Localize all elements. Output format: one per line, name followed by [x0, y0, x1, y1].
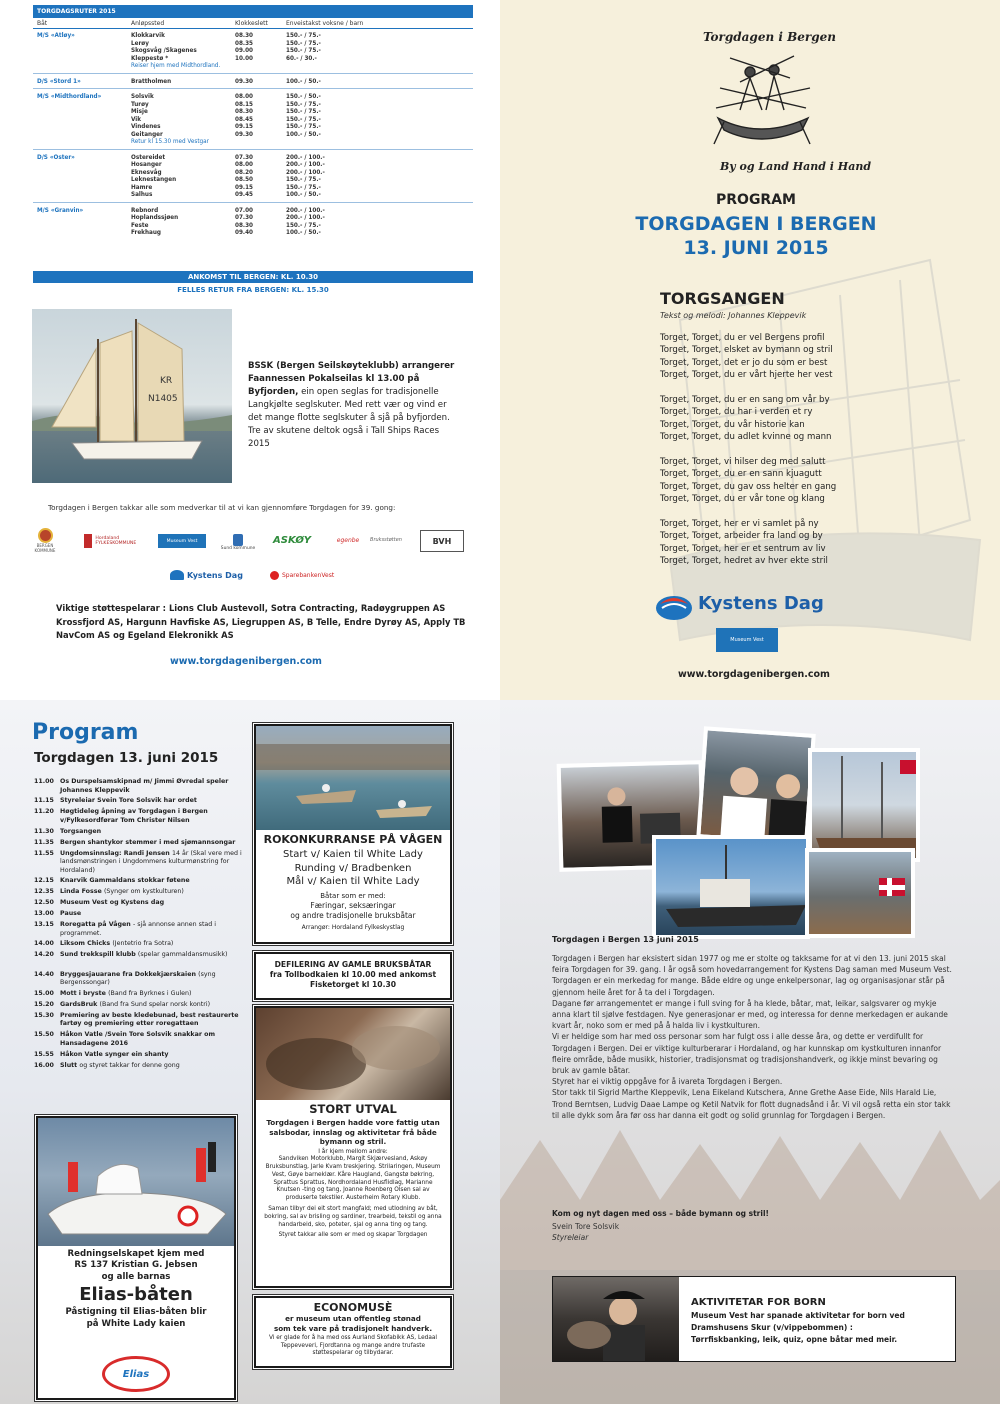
- ferry-cell: Salhus: [131, 192, 153, 198]
- egenbe-logo: egenbe: [336, 536, 360, 544]
- arrival-bar: ANKOMST TIL BERGEN: KL. 10.30: [33, 271, 473, 283]
- ferry-cell: Ostereidet: [131, 154, 166, 161]
- col-price: Enveistakst voksne / barn: [286, 20, 364, 27]
- ferry-cell: 09.15: [235, 184, 253, 191]
- ferry-cell: 08.35: [235, 40, 253, 47]
- song-line: Torget, Torget, det er jo du som er best: [660, 357, 828, 368]
- economuse-box: ECONOMUSÈ er museum utan offentleg stønad som tek vare på tradisjonelt handverk. Vi er glade for å ha med oss Aurland Skofabikk AS, Ledaal Teppeveveri, Fjordtanna og mange andre trufaste støttespelarar og tilbydarar.: [254, 1296, 452, 1368]
- program-event-title: Museum Vest og Kystens dag: [60, 899, 165, 907]
- ferry-cell: 09.15: [235, 124, 253, 130]
- program-label: PROGRAM: [716, 192, 796, 208]
- ferry-cell: Feste: [131, 222, 149, 229]
- sail-mark-n: N1405: [148, 394, 178, 404]
- kids-activities-text: AKTIVITETAR FOR BORN Museum Vest har spanade aktivitetar for born ved Dramshusens Skur (v/vippebommen) : Tørrfiskbanking, leik, quiz, opne båtar med meir.: [691, 1297, 951, 1346]
- askoy-logo: ASKØY: [273, 534, 311, 546]
- program-subtitle: Torgdagen 13. juni 2015: [34, 750, 219, 766]
- col-boat: Båt: [37, 20, 48, 27]
- song-line: Torget, Torget, du adlet kvinne og mann: [660, 432, 832, 443]
- kystens-dag-small-logo: Kystens Dag: [170, 566, 250, 584]
- program-time: 15.20: [34, 1001, 54, 1008]
- ferry-cell: 200.- / 100.-: [286, 207, 325, 214]
- ferry-cell: Geitanger: [131, 131, 163, 138]
- ferry-cell: 08.30: [235, 109, 253, 115]
- program-time: 11.30: [34, 827, 54, 835]
- ferry-cell: 200.- / 100.-: [286, 154, 325, 161]
- ferry-cell: 150.- / 75.-: [286, 33, 321, 39]
- cover-title: TORGDAGEN I BERGEN: [635, 213, 877, 235]
- ferry-row: [33, 77, 473, 85]
- song-line: Torget, Torget, arbeider fra land og by: [660, 531, 823, 542]
- harbour-boats-photo: [808, 748, 920, 862]
- program-event-title: Mott i bryste: [60, 990, 109, 998]
- program-event: [60, 828, 250, 837]
- program-event-note: (Band fra Byrknes i Gulen): [108, 990, 192, 998]
- support-line-2: Krossfjord AS, Hargunn Havfiske AS, Liegruppen AS, B Telle, Endre Dyrøy AS, Apply TB: [56, 616, 466, 627]
- big-selection-box: [254, 1006, 452, 1288]
- ferry-cell: Rebnord: [131, 207, 159, 214]
- ferry-cell: 150.- / 75.-: [286, 40, 321, 47]
- col-stop: Anløpssted: [131, 20, 165, 27]
- program-event: [60, 990, 250, 999]
- sail-text-rest: ein open seglas for tradisjonelle Langkjølte seglskuter. Med rett vær og vind er det mange flotte seglskuter å sjå på byfjorden. Tre av skutene deltok også i Tall Ships Races 2015: [248, 387, 450, 449]
- ferry-cell: Kleppestø *: [131, 55, 169, 62]
- kids-activities-box: [552, 1276, 956, 1362]
- program-event-title: Os Durspelsamskipnad m/ Jimmi Øvredal speler Johannes Kleppevik: [60, 778, 229, 794]
- program-event-note: (Band fra Sund spelar norsk kontri): [99, 1001, 211, 1008]
- ferry-cell: Misje: [131, 109, 148, 115]
- ferry-cell: 09.40: [235, 230, 253, 236]
- program-event: [60, 921, 250, 938]
- ferry-cell: 09.30: [235, 131, 253, 138]
- elias-box: [36, 1116, 236, 1400]
- program-time: 15.30: [34, 1011, 54, 1019]
- parade-box: DEFILERING AV GAMLE BRUKSBÅTAR fra Tollbodkaien kl 10.00 med ankomst Fisketorget kl 10.30: [254, 952, 452, 1000]
- program-panel: [0, 700, 500, 1404]
- program-event-title: Roregatta på Vågen: [60, 921, 133, 928]
- ferry-cell: 150.- / 75.-: [286, 48, 321, 54]
- program-event-title: Torgsangen: [60, 827, 102, 835]
- ferry-cell: 200.- / 100.-: [286, 169, 325, 176]
- ferry-note: Retur kl 15.30 med Vestgar: [131, 139, 209, 145]
- cover-date: 13. JUNI 2015: [683, 237, 829, 259]
- rowing-race-box: [254, 724, 452, 944]
- ferry-cell: 08.00: [235, 94, 253, 100]
- sailboat-photo: [32, 309, 232, 483]
- song-line: Torget, Torget, elsket av bymann og stril: [660, 345, 833, 356]
- museum-vest-logo: Museum Vest: [158, 534, 206, 548]
- song-line: Torget, Torget, her er et sentrum av liv: [660, 543, 826, 554]
- website-link[interactable]: www.torgdagenibergen.com: [170, 656, 322, 667]
- song-verse: [660, 394, 890, 444]
- program-event-title: Knarvik Gammaldans stokkar føtene: [60, 877, 190, 885]
- ferry-cell: 09.00: [235, 48, 253, 54]
- ferry-group-separator: [33, 149, 473, 150]
- song-line: Torget, Torget, du vår historie kan: [660, 419, 805, 430]
- intro-panel: [500, 700, 1000, 1404]
- ferry-cell: 08.45: [235, 116, 253, 123]
- ferry-cell: Eknesvåg: [131, 169, 162, 176]
- ferry-cell: Vik: [131, 116, 142, 123]
- program-event-title: Bryggesjauarane fra Dokkekjærskaien: [60, 970, 199, 978]
- program-event-title: Slutt: [60, 1061, 80, 1069]
- sail-text-bold: BSSK (Bergen Seilskøyteklubb) arrangerer Faannessen Pokalseilas kl 13.00 på Byfjorden,: [248, 361, 455, 397]
- ferry-cell: 07.00: [235, 207, 253, 214]
- intro-text: [552, 953, 956, 1121]
- museum-vest-cover-logo: Museum Vest: [716, 628, 778, 652]
- kid-drum-photo: [553, 1277, 679, 1361]
- ferry-cell: Solsvik: [131, 94, 154, 100]
- ferry-note-row: [33, 61, 473, 69]
- ferry-cell: 150.- / 50.-: [286, 94, 321, 100]
- ferry-table-columns: [33, 18, 473, 29]
- thanks-line: Torgdagen i Bergen takkar alle som medverkar til at vi kan gjennomføre Torgdagen for 39. gong:: [48, 503, 396, 512]
- ferry-cell: 08.20: [235, 169, 253, 176]
- song-line: Torget, Torget, du er vel Bergens profil: [660, 333, 825, 343]
- program-event-title: Ungdomsinnslag: Randi Jensen: [60, 849, 172, 857]
- program-time: 12.35: [34, 888, 54, 896]
- sparebanken-logo: SparebankenVest: [270, 568, 350, 582]
- rowing-race-title: ROKONKURRANSE PÅ VÅGEN: [263, 833, 443, 846]
- ferry-cell: 100.- / 50.-: [286, 230, 321, 236]
- song-line: Torget, Torget, du er en sang om vår by: [660, 395, 830, 406]
- ferry-boat-name: M/S «Granvin»: [37, 207, 84, 214]
- ferry-boat-name: M/S «Atløy»: [37, 33, 75, 39]
- signer-role: Styreleiar: [552, 1233, 589, 1242]
- bvh-logo: BVH: [420, 530, 464, 552]
- program-event-note: - sjå annonse annen stad i programmet.: [60, 921, 217, 937]
- front-cover-panel: [500, 0, 1000, 700]
- ferry-cell: 200.- / 100.-: [286, 215, 325, 221]
- program-event-note: (Synger om kystkulturen): [103, 888, 184, 896]
- intro-paragraph: Torgdagen i Bergen har eksistert sidan 1977 og me er stolte og takksame for at vi den 13. juni 2015 skal feira Torgdagen for 39. gang. I år også som hovedarrangement for Kystens Dag saman med Museum Vest.: [552, 954, 952, 975]
- program-event-note: (spelar gammaldansmusikk): [137, 951, 228, 959]
- song-line: Torget, Torget, du gav oss helter en gang: [660, 481, 837, 492]
- program-event-note: (Jentetrio fra Sotra): [112, 940, 174, 948]
- program-event: [60, 850, 250, 876]
- program-event: [60, 1031, 250, 1048]
- ferry-cell: 150.- / 75.-: [286, 184, 321, 191]
- program-event-title: Håkon Vatle synger ein shanty: [60, 1050, 169, 1058]
- elias-text: Redningselskapet kjem med RS 137 Kristian G. Jebsen og alle barnas Elias-båten Påstigning til Elias-båten blir på White Lady kaien: [38, 1249, 234, 1330]
- support-block: [56, 602, 476, 643]
- program-time: 11.20: [34, 808, 54, 816]
- program-time: 14.00: [34, 940, 54, 948]
- song-credit: Tekst og melodi: Johannes Kleppevik: [660, 311, 807, 320]
- program-event-title: Håkon Vatle /Svein Tore Solsvik snakkar om Hansadagene 2016: [60, 1031, 216, 1047]
- program-event-title: GardsBruk: [60, 1001, 100, 1008]
- program-event: [60, 971, 250, 988]
- program-title: Program: [32, 720, 139, 745]
- ferry-cell: 150.- / 75.-: [286, 101, 321, 108]
- program-event-title: Liksom Chicks: [60, 940, 113, 948]
- costume-photo: [696, 726, 816, 846]
- ferry-cell: 60.- / 30.-: [286, 55, 317, 62]
- ferry-cell: Vindenes: [131, 124, 161, 130]
- song-line: Torget, Torget, du har i verden et ry: [660, 407, 813, 418]
- ferry-cell: 07.30: [235, 154, 253, 161]
- song-line: Torget, Torget, hedret av hver ekte stril: [660, 556, 828, 567]
- return-bar: FELLES RETUR FRA BERGEN: KL. 15.30: [177, 286, 329, 294]
- logo-top-text: Torgdagen i Bergen: [703, 30, 836, 44]
- intro-paragraph: Dagane før arrangementet er mange i full sving for å ha klede, båtar, mat, leikar, salgsvarer og mykje anna klart til sjølve festdagen. Nye generasjonar er med, og interessa for denne merkedagen er aukande kvart år, noko som er med på å halda liv i kystkulturen.: [552, 998, 948, 1031]
- program-event: [60, 1051, 250, 1060]
- ferry-cell: 100.- / 50.-: [286, 131, 321, 138]
- ferry-group-separator: [33, 73, 473, 74]
- logo-bottom-text: By og Land Hand i Hand: [720, 160, 872, 173]
- sail-mark-kr: KR: [160, 376, 173, 386]
- intro-paragraph: Vi er heldige som har med oss personar som har fulgt oss i alle desse åra, og dette er verdifullt for Torgdagen i Bergen. Dei er viktige kulturberarar i Hordaland, og har kunnskap om kystkulturen innanfor fleire område, både musikk, historier, tradisjonsmat og tradisjonshandverk, og ikkje minst bevaring og bruk av gamle båtar.: [552, 1032, 942, 1076]
- hordaland-logo: Hordaland FYLKESKOMMUNE: [84, 532, 146, 550]
- ferry-cell: 08.00: [235, 162, 253, 168]
- ferry-cell: 100.- / 50.-: [286, 78, 321, 85]
- cover-website[interactable]: www.torgdagenibergen.com: [678, 669, 830, 680]
- ferry-cell: 07.30: [235, 215, 253, 221]
- ferry-cell: 150.- / 75.-: [286, 109, 321, 115]
- sund-kommune-logo: Sund kommune: [218, 530, 258, 554]
- kystens-dag-logo: Kystens Dag: [654, 588, 854, 622]
- program-event: [60, 877, 250, 886]
- program-time: 11.15: [34, 797, 54, 805]
- big-selection-title: STORT UTVAL: [309, 1102, 397, 1116]
- program-event: [60, 1001, 250, 1010]
- ferry-boat-name: M/S «Midthordland»: [37, 94, 102, 100]
- intro-paragraph: Stor takk til Sigrid Marthe Kleppevik, Lena Eikeland Kutschera, Anne Grethe Aase Eide, Nils Harald Lie, Trond Berntsen, Ludvig Daae Lampe og Ketil Natvik for flott dugnadsånd i år. Vi vil også retta ein stor takk til alle dykk som åra før oss har danna eit godt og solid grunnlag for Torgdagen i Bergen.: [552, 1088, 951, 1120]
- ferry-cell: 08.30: [235, 33, 253, 39]
- program-time: 14.40: [34, 970, 54, 978]
- ferry-note: Reiser hjem med Midthordland.: [131, 63, 221, 69]
- bergen-kommune-logo: BERGEN KOMMUNE: [28, 527, 62, 553]
- back-cover-panel: [0, 0, 500, 700]
- ferry-boat-name: D/S «Oster»: [37, 154, 75, 161]
- ferry-table-header: TORGDAGSRUTER 2015: [33, 5, 473, 18]
- program-time: 12.15: [34, 877, 54, 885]
- elias-boat-photo: [38, 1118, 234, 1246]
- program-event: [60, 1012, 250, 1029]
- ferry-cell: 10.00: [235, 55, 253, 62]
- song-line: Torget, Torget, du er vårt hjerte her vest: [660, 370, 833, 381]
- program-event-title: Pause: [60, 910, 82, 918]
- program-event: [60, 951, 250, 960]
- ferry-cell: Frekhaug: [131, 230, 161, 236]
- sail-text: [248, 360, 460, 451]
- economuse-title: ECONOMUSÈ: [313, 1301, 393, 1314]
- ferry-cell: Leknestangen: [131, 177, 177, 183]
- signer-name: Svein Tore Solsvik: [552, 1222, 620, 1231]
- ferry-cell: 100.- / 50.-: [286, 192, 321, 198]
- ferry-cell: Hosanger: [131, 162, 162, 168]
- program-event: [60, 910, 250, 919]
- ferry-cell: Klokkarvik: [131, 33, 165, 39]
- ferry-group-separator: [33, 202, 473, 203]
- song-line: Torget, Torget, her er vi samlet på ny: [660, 519, 819, 530]
- ship-photo: [652, 835, 810, 939]
- elias-logo: Elias: [102, 1356, 170, 1392]
- program-event-title: Linda Fosse: [60, 888, 104, 896]
- ferry-cell: 150.- / 75.-: [286, 124, 321, 130]
- ferry-cell: Hamre: [131, 184, 153, 191]
- ferry-group-separator: [33, 88, 473, 89]
- program-event: [60, 797, 250, 806]
- program-time: 11.00: [34, 778, 54, 785]
- big-selection-text: STORT UTVAL Torgdagen i Bergen hadde vore fattig utan salsbodar, innslag og aktivitetar frå både bymann og stril. I år kjem mellom andre: Sandviken Motorklubb, Margit Skjærvesland, Askøy Bruksbunstlag, Jarle Kvam treskjering. Strilaringen, Museum Vest, Gøye barneklær. Kåre Haugland, Gangstø bøkring, Sprattus Sprattus, Nordhordaland Husflidlag, Marianne Knutsen -ting og tang, Joanne Roenberg Olsen sal av produserte tekstiler. Austerheim Rotary Klubb. Saman tilbyr dei eit stort mangfald; med utlodning av båt, bokring, sal av brisling og sardiner, trearbeid, tekstil og anna handarbeid, sko, poteter, sjal og anna ting og tang. Styret takkar alle som er med og skapar Torgdagen: [262, 1102, 444, 1240]
- ferry-cell: 08.50: [235, 177, 253, 183]
- program-time: 13.00: [34, 910, 54, 918]
- program-time: 15.50: [34, 1031, 54, 1039]
- elias-title: Elias-båten: [79, 1284, 193, 1306]
- ferry-cell: 08.15: [235, 101, 253, 108]
- kids-activities-title: AKTIVITETAR FOR BORN: [691, 1297, 826, 1308]
- program-event-note: 14 år (Skal vere med i landsmønstringen i Ungdommens kulturmønstring for Hordaland): [60, 849, 242, 874]
- song-verse: [660, 332, 890, 382]
- program-event: [60, 1062, 250, 1071]
- ferry-row: [33, 190, 473, 198]
- program-event-title: Høgtideleg åpning av Torgdagen i Bergen v/Fylkesordførar Tom Christer Nilsen: [60, 808, 208, 824]
- song-verse: [660, 518, 890, 568]
- ferry-cell: Hoplandssjøen: [131, 215, 179, 221]
- kystens-bird-icon: [654, 588, 694, 622]
- program-event: [60, 899, 250, 908]
- program-event: [60, 940, 250, 949]
- ferry-cell: 150.- / 75.-: [286, 177, 321, 183]
- furs-photo: [256, 1008, 450, 1100]
- ferry-cell: 09.45: [235, 192, 253, 198]
- col-time: Klokkeslett: [235, 20, 268, 27]
- program-time: 15.55: [34, 1050, 54, 1058]
- intro-heading: Torgdagen i Bergen 13 juni 2015: [552, 935, 699, 944]
- program-event: [60, 778, 250, 795]
- song-title: TORGSANGEN: [660, 289, 785, 308]
- rowing-logo-icon: [710, 48, 816, 148]
- ferry-row: [33, 228, 473, 236]
- ferry-cell: 08.30: [235, 222, 253, 229]
- rowing-race-text: ROKONKURRANSE PÅ VÅGEN Start v/ Kaien til White Lady Runding v/ Bradbenken Mål v/ Kaien til White Lady Båtar som er med: Færingar, seksæringar og andre tradisjonelle bruksbåtar Arrangør: Hordaland Fylkeskystlag: [256, 833, 450, 933]
- support-line-1: Viktige støttespelarar : Lions Club Austevoll, Sotra Contracting, Radøygruppen AS: [56, 603, 446, 613]
- ferry-cell: Brattholmen: [131, 78, 172, 85]
- ferry-cell: Skogsvåg /Skagenes: [131, 48, 197, 54]
- ferry-cell: 200.- / 100.-: [286, 162, 325, 168]
- program-time: 13.15: [34, 921, 54, 928]
- ferry-cell: 150.- / 75.-: [286, 116, 321, 123]
- program-event-title: Sund trekkspill klubb: [60, 951, 138, 959]
- program-event: [60, 808, 250, 825]
- program-event-title: Bergen shantykor stemmer i med sjømannsongar: [60, 838, 236, 846]
- song-verse: [660, 456, 890, 506]
- rowing-race-photo: [256, 726, 450, 830]
- song-line: Torget, Torget, du er en sann kjuagutt: [660, 469, 822, 480]
- program-event-title: Styreleiar Svein Tore Solsvik har ordet: [60, 797, 197, 805]
- program-event-title: Premiering av beste kledebunad, best restaurerte fartøy og premiering etter roregattaen: [60, 1011, 239, 1028]
- intro-paragraph: Torgdagen er ein merkedag for mange. Både eldre og unge enkelpersonar, lag og organisasjonar står på gjennom heile året for å ta del i Torgdagen.: [552, 976, 945, 997]
- program-event-note: og styret takkar for denne gong: [79, 1061, 180, 1069]
- flag-photo: [805, 848, 915, 938]
- ferry-cell: Turøy: [131, 101, 149, 108]
- program-time: 15.00: [34, 990, 54, 998]
- ferry-cell: Lerøy: [131, 40, 149, 47]
- ferry-cell: 150.- / 75.-: [286, 222, 321, 229]
- program-time: 11.55: [34, 849, 54, 857]
- parade-title: DEFILERING AV GAMLE BRUKSBÅTAR: [274, 960, 432, 969]
- song-verses: [660, 332, 890, 580]
- ferry-note-row: [33, 137, 473, 145]
- program-event-note: (syng Bergenssongar): [60, 970, 216, 987]
- bruksstotten-logo: Bruksstøtten: [370, 537, 402, 543]
- ferry-cell: 09.30: [235, 78, 253, 85]
- program-time: 11.35: [34, 838, 54, 846]
- program-time: 16.00: [34, 1061, 54, 1069]
- program-time: 12.50: [34, 899, 54, 907]
- song-line: Torget, Torget, du er vår tone og klang: [660, 494, 825, 505]
- program-event: [60, 888, 250, 897]
- song-line: Torget, Torget, vi hilser deg med salutt: [660, 457, 826, 468]
- program-event: [60, 839, 250, 848]
- support-line-3: NavCom AS og Egeland Elekronikk AS: [56, 630, 234, 640]
- program-time: 14.20: [34, 951, 54, 959]
- intro-paragraph: Styret har ei viktig oppgåve for å ivareta Torgdagen i Bergen.: [552, 1077, 783, 1087]
- closing-line: Kom og nyt dagen med oss – både bymann og stril!: [552, 1209, 769, 1218]
- ferry-boat-name: D/S «Stord 1»: [37, 78, 81, 85]
